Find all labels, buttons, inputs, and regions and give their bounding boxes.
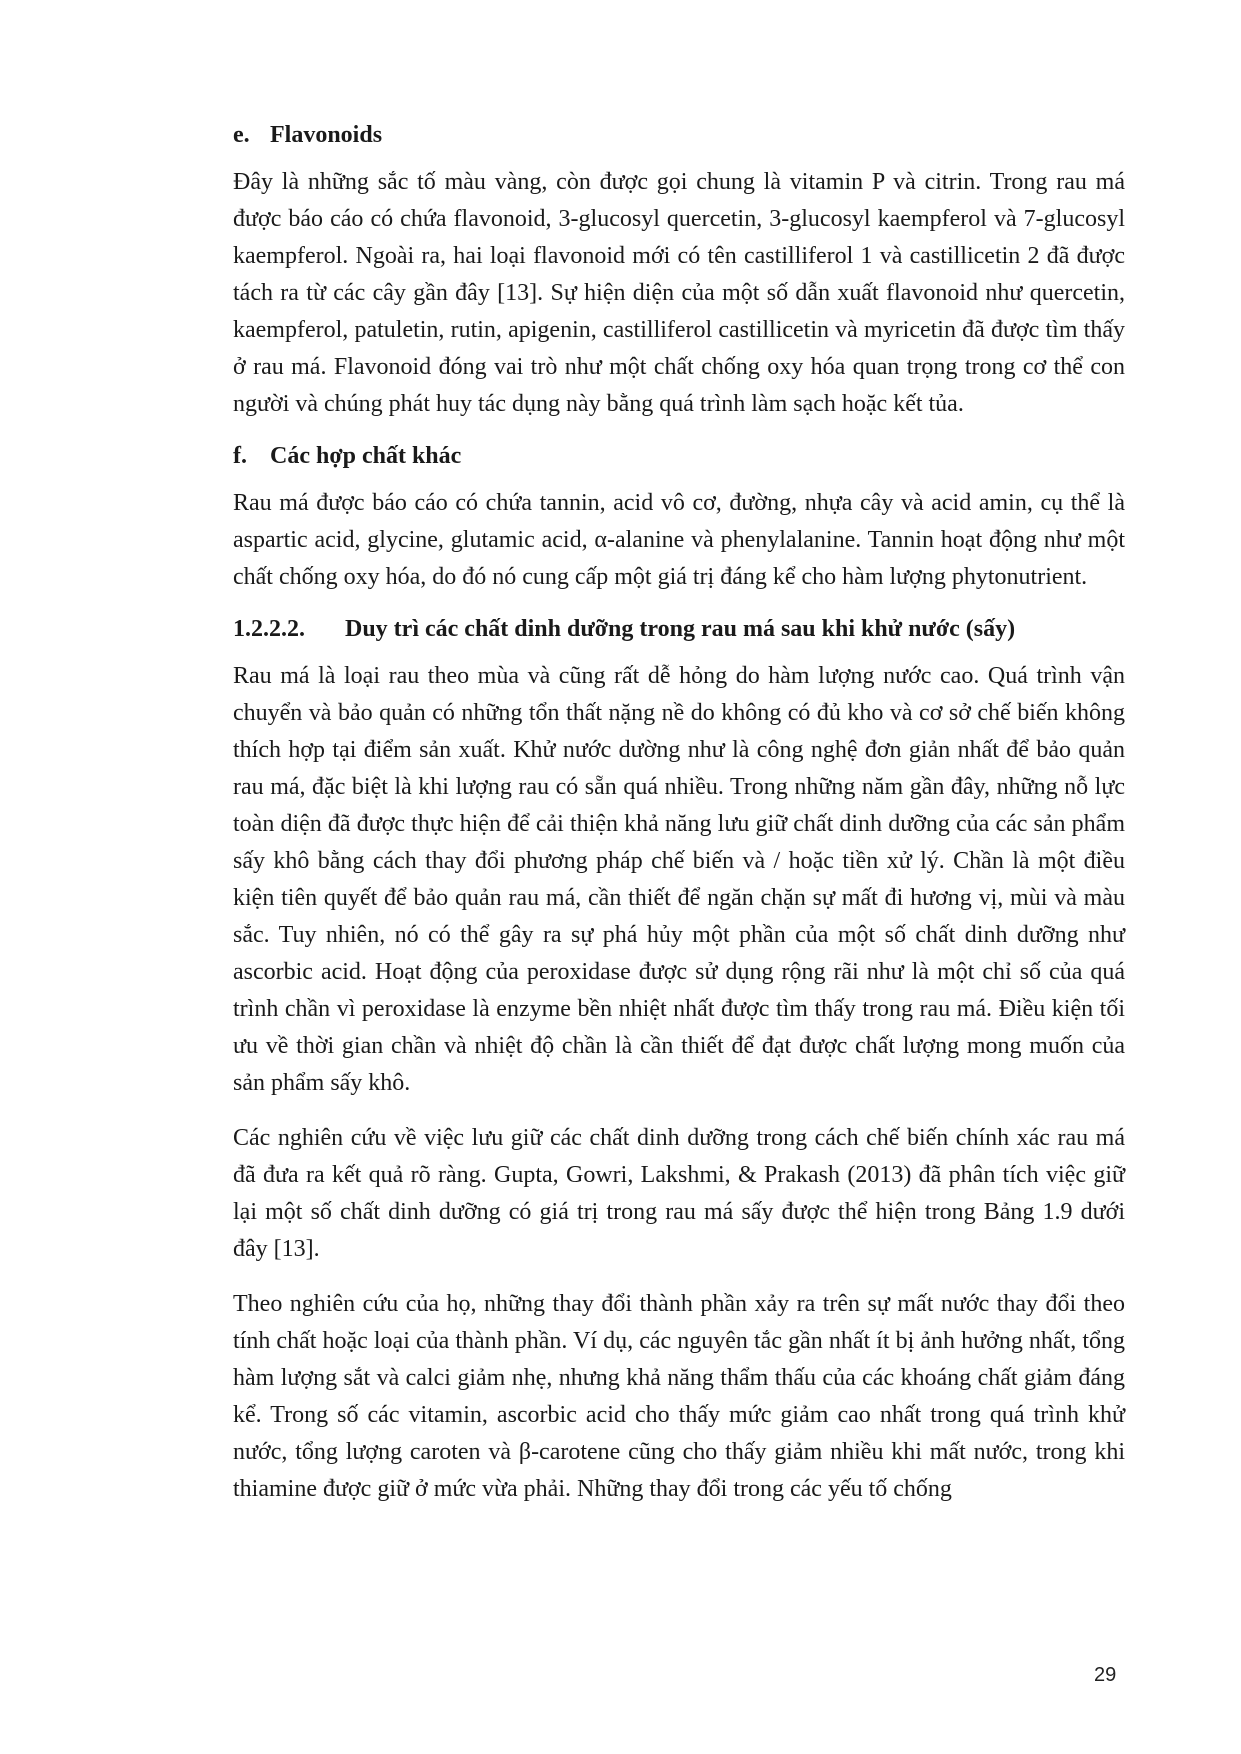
subsection-heading-retention <box>233 612 1125 646</box>
section-number: e. <box>233 122 250 148</box>
subsection-title: Duy trì các chất dinh dưỡng trong rau má sau khi khử nước (sấy) <box>345 616 1016 642</box>
section-title: Các hợp chất khác <box>270 443 462 469</box>
paragraph-flavonoids <box>233 164 1125 423</box>
section-number: f. <box>233 443 247 469</box>
section-title: Flavonoids <box>270 122 383 148</box>
subsection-number: 1.2.2.2. <box>233 616 305 642</box>
paragraph-text: Theo nghiên cứu của họ, những thay đổi thành phần xảy ra trên sự mất nước thay đổi theo tính chất hoặc loại của thành phần. Ví dụ, các nguyên tắc gần nhất ít bị ảnh hưởng nhất, tổng hàm lượng sắt và calci giảm nhẹ, nhưng khả năng thẩm thấu của các khoáng chất giảm đáng kể. Trong số các vitamin, ascorbic acid cho thấy mức giảm cao nhất trong quá trình khử nước, tổng lượng caroten và β-carotene cũng cho thấy giảm nhiều khi mất nước, trong khi thiamine được giữ ở mức vừa phải. Những thay đổi trong các yếu tố chống <box>233 1291 1125 1502</box>
page-content <box>233 118 1125 1508</box>
section-heading-other-compounds <box>233 439 1125 473</box>
paragraph-text: Các nghiên cứu về việc lưu giữ các chất dinh dưỡng trong cách chế biến chính xác rau má đã đưa ra kết quả rõ ràng. Gupta, Gowri, Lakshmi, & Prakash (2013) đã phân tích việc giữ lại một số chất dinh dưỡng có giá trị trong rau má sấy được thể hiện trong Bảng 1.9 dưới đây [13]. <box>233 1125 1125 1262</box>
paragraph-retention-3 <box>233 1286 1125 1508</box>
paragraph-text: Rau má là loại rau theo mùa và cũng rất dễ hỏng do hàm lượng nước cao. Quá trình vận chuyển và bảo quản có những tổn thất nặng nề do không có đủ kho và cơ sở chế biến không thích hợp tại điểm sản xuất. Khử nước dường như là công nghệ đơn giản nhất để bảo quản rau má, đặc biệt là khi lượng rau có sẵn quá nhiều. Trong những năm gần đây, những nỗ lực toàn diện đã được thực hiện để cải thiện khả năng lưu giữ chất dinh dưỡng của các sản phẩm sấy khô bằng cách thay đổi phương pháp chế biến và / hoặc tiền xử lý. Chần là một điều kiện tiên quyết để bảo quản rau má, cần thiết để ngăn chặn sự mất đi hương vị, mùi và màu sắc. Tuy nhiên, nó có thể gây ra sự phá hủy một phần của một số chất dinh dưỡng như ascorbic acid. Hoạt động của peroxidase được sử dụng rộng rãi như là một chỉ số của quá trình chần vì peroxidase là enzyme bền nhiệt nhất được tìm thấy trong rau má. Điều kiện tối ưu về thời gian chần và nhiệt độ chần là cần thiết để đạt được chất lượng mong muốn của sản phẩm sấy khô. <box>233 663 1125 1096</box>
page-number: 29 <box>1094 1664 1117 1686</box>
paragraph-retention-2 <box>233 1120 1125 1268</box>
paragraph-retention-1 <box>233 658 1125 1102</box>
paragraph-other-compounds <box>233 485 1125 596</box>
paragraph-text: Đây là những sắc tố màu vàng, còn được gọi chung là vitamin P và citrin. Trong rau má được báo cáo có chứa flavonoid, 3-glucosyl quercetin, 3-glucosyl kaempferol và 7-glucosyl kaempferol. Ngoài ra, hai loại flavonoid mới có tên castilliferol 1 và castillicetin 2 đã được tách ra từ các cây gần đây [13]. Sự hiện diện của một số dẫn xuất flavonoid như quercetin, kaempferol, patuletin, rutin, apigenin, castilliferol castillicetin và myricetin đã được tìm thấy ở rau má. Flavonoid đóng vai trò như một chất chống oxy hóa quan trọng trong cơ thể con người và chúng phát huy tác dụng này bằng quá trình làm sạch hoặc kết tủa. <box>233 169 1125 417</box>
paragraph-text: Rau má được báo cáo có chứa tannin, acid vô cơ, đường, nhựa cây và acid amin, cụ thể là aspartic acid, glycine, glutamic acid, α-alanine và phenylalanine. Tannin hoạt động như một chất chống oxy hóa, do đó nó cung cấp một giá trị đáng kể cho hàm lượng phytonutrient. <box>233 490 1125 590</box>
section-heading-flavonoids <box>233 118 1125 152</box>
